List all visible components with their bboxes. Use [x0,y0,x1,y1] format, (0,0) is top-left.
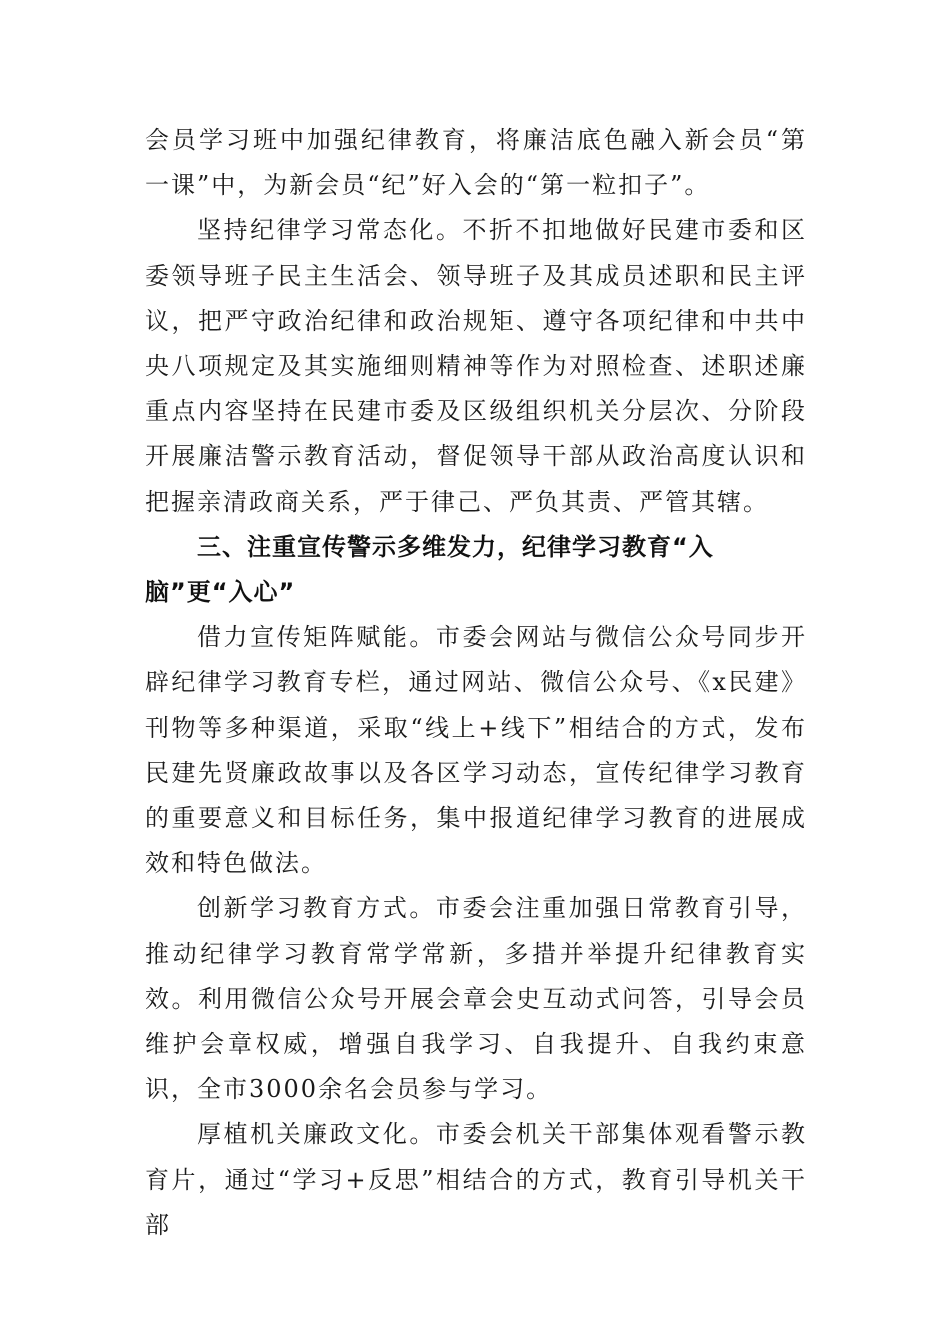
paragraph-integrity-culture: 厚植机关廉政文化。市委会机关干部集体观看警示教育片，通过“学习+反思”相结合的方式，教育引导机关干部 [145,1120,807,1239]
document-body [145,118,807,1248]
paragraph-discipline-routine: 坚持纪律学习常态化。不折不扣地做好民建市委和区委领导班子民主生活会、领导班子及其成员述职和民主评议，把严守政治纪律和政治规矩、遵守各项纪律和中共中央八项规定及其实施细则精神等作为对照检查、述职述廉重点内容坚持在民建市委及区级组织机关分层次、分阶段开展廉洁警示教育活动，督促领导干部从政治高度认识和把握亲清政商关系，严于律己、严负其责、严管其辖。 [145,216,807,516]
section-heading: 三、注重宣传警示多维发力，纪律学习教育“入脑”更“入心” [145,532,714,607]
paragraph-publicity-matrix: 借力宣传矩阵赋能。市委会网站与微信公众号同步开辟纪律学习教育专栏，通过网站、微信公众号、《x民建》刊物等多种渠道，采取“线上+线下”相结合的方式，发布民建先贤廉政故事以及各区学习动态，宣传纪律学习教育的重要意义和目标任务，集中报道纪律学习教育的进展成效和特色做法。 [145,623,807,878]
paragraph-innovative-learning: 创新学习教育方式。市委会注重加强日常教育引导，推动纪律学习教育常学常新，多措并举提升纪律教育实效。利用微信公众号开展会章会史互动式问答，引导会员维护会章权威，增强自我学习、自我提升、自我约束意识，全市3000余名会员参与学习。 [145,894,807,1104]
paragraph-continuation: 会员学习班中加强纪律教育，将廉洁底色融入新会员“第一课”中，为新会员“纪”好入会的“第一粒扣子”。 [145,126,807,200]
